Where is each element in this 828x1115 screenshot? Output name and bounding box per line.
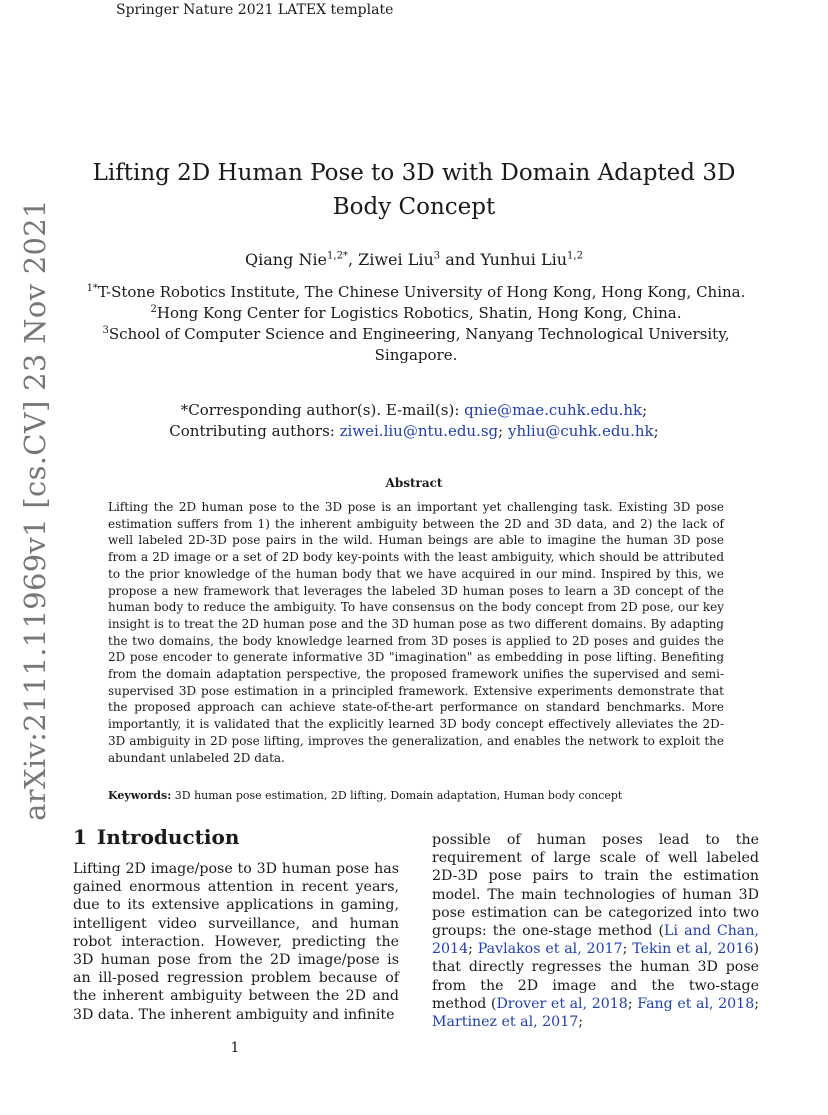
abstract-heading: Abstract: [385, 476, 443, 490]
affiliation-item: [84, 282, 748, 303]
keywords-label: Keywords:: [108, 789, 172, 802]
corresponding-label: *Corresponding author(s). E-mail(s):: [180, 401, 465, 419]
affiliation-sup: 3: [102, 325, 109, 336]
email-separator: ;: [498, 422, 508, 440]
keywords-text: 3D human pose estimation, 2D lifting, Domain adaptation, Human body concept: [171, 789, 623, 802]
title-line-2: Body Concept: [332, 194, 496, 220]
citation-separator: ;: [754, 995, 759, 1012]
citation-separator: ;: [622, 941, 633, 958]
author-list: [90, 250, 738, 269]
author-name: Qiang Nie: [245, 250, 328, 269]
affiliation-sup: 2: [150, 304, 157, 315]
author-affil-sup: 1,2*: [327, 250, 348, 262]
author-affil-sup: 3: [433, 250, 441, 262]
affiliation-item: [84, 303, 748, 324]
arxiv-identifier: [6, 199, 64, 821]
affiliation-text: T-Stone Robotics Institute, The Chinese University of Hong Kong, Hong Kong, China.: [97, 283, 746, 301]
citation-separator: ;: [578, 1014, 584, 1031]
page-number: 1: [230, 1040, 240, 1056]
author-separator: ,: [347, 250, 359, 269]
author-name: Yunhui Liu: [480, 250, 568, 269]
body-column-left: Lifting 2D image/pose to 3D human pose has gained enormous attention in recent years, due to its extensive applications in gaming, intelligent video surveillance, and human robot interaction. However, predicting the 3D human pose from the 2D image/pose is an ill-posed regression problem because of the inherent ambiguity between the 2D and 3D data. The inherent ambiguity and infinite: [73, 861, 399, 1023]
contributing-label: Contributing authors:: [169, 422, 340, 440]
contributing-email-link[interactable]: yhliu@cuhk.edu.hk: [507, 422, 654, 440]
author-affil-sup: 1,2: [567, 250, 583, 262]
keywords: [108, 789, 728, 802]
body-column-right: [432, 831, 759, 1031]
author-separator: and: [440, 250, 481, 269]
contributing-line: [90, 421, 738, 442]
corresponding-email-link[interactable]: qnie@mae.cuhk.edu.hk: [464, 401, 643, 419]
citation-link[interactable]: Tekin et al, 2016: [632, 941, 754, 958]
affiliation-text: Hong Kong Center for Logistics Robotics, Shatin, Hong Kong, China.: [156, 304, 682, 322]
paper-title: [90, 156, 738, 224]
citation-link[interactable]: Martinez et al, 2017: [432, 1014, 579, 1031]
abstract-text: Lifting the 2D human pose to the 3D pose is an important yet challenging task. Existing 3D pose estimation suffers from 1) the inherent ambiguity between the 2D and 3D data, and 2) the lack of well labeled 2D-3D pose pairs in the wild. Human beings are able to imagine the human 3D pose from a 2D image or a set of 2D body key-points with the least ambiguity, which should be attributed to the prior knowledge of the human body that we have acquired in our mind. Inspired by this, we propose a new framework that leverages the labeled 3D human poses to learn a 3D concept of the human body to reduce the ambiguity. To have consensus on the body concept from 2D pose, our key insight is to treat the 2D human pose and the 3D human pose as two different domains. By adapting the two domains, the body knowledge learned from 3D poses is applied to 2D poses and guides the 2D pose encoder to generate informative 3D "imagination" as embedding in pose lifting. Benefiting from the domain adaptation perspective, the proposed framework unifies the supervised and semi-supervised 3D pose estimation in a principled framework. Extensive experiments demonstrate that the proposed approach can achieve state-of-the-art performance on standard benchmarks. More importantly, it is validated that the explicitly learned 3D body concept effectively alleviates the 2D-3D ambiguity in 2D pose lifting, improves the generalization, and enables the network to exploit the abundant unlabeled 2D data.: [108, 500, 724, 765]
citation-link[interactable]: Drover et al, 2018: [496, 995, 628, 1012]
body-text: ) that directly regresses the human 3D pose from the 2D image and the two-stage method (: [432, 941, 759, 1012]
section-heading: [73, 825, 239, 849]
contributing-email-link[interactable]: ziwei.liu@ntu.edu.sg: [339, 422, 499, 440]
section-title: Introduction: [96, 825, 240, 849]
citation-link[interactable]: Pavlakos et al, 2017: [477, 941, 623, 958]
affiliation-sup: 1*: [86, 283, 98, 294]
citation-link[interactable]: Li and Chan, 2014: [432, 923, 759, 958]
affiliation-text: School of Computer Science and Engineering, Nanyang Technological University, Singapore.: [108, 325, 730, 364]
citation-separator: ;: [627, 995, 638, 1012]
affiliation-item: [84, 324, 748, 366]
correspondence: [90, 400, 738, 442]
email-separator: ;: [653, 422, 659, 440]
section-number: 1: [73, 825, 87, 849]
arxiv-id-text: arXiv:2111.11969v1 [cs.CV] 23 Nov 2021: [18, 199, 52, 821]
corresponding-line: [90, 400, 738, 421]
title-line-1: Lifting 2D Human Pose to 3D with Domain Adapted 3D: [92, 160, 736, 186]
citation-link[interactable]: Fang et al, 2018: [637, 995, 755, 1012]
page-header: Springer Nature 2021 LATEX template: [116, 2, 394, 18]
body-text: possible of human poses lead to the requirement of large scale of well labeled 2D-3D pose pairs to train the estimation model. The main technologies of human 3D pose estimation can be categorized into two groups: the one-stage method (: [432, 832, 759, 940]
email-separator: ;: [642, 401, 648, 419]
affiliations: [84, 282, 748, 366]
citation-separator: ;: [468, 941, 478, 958]
author-name: Ziwei Liu: [358, 250, 434, 269]
